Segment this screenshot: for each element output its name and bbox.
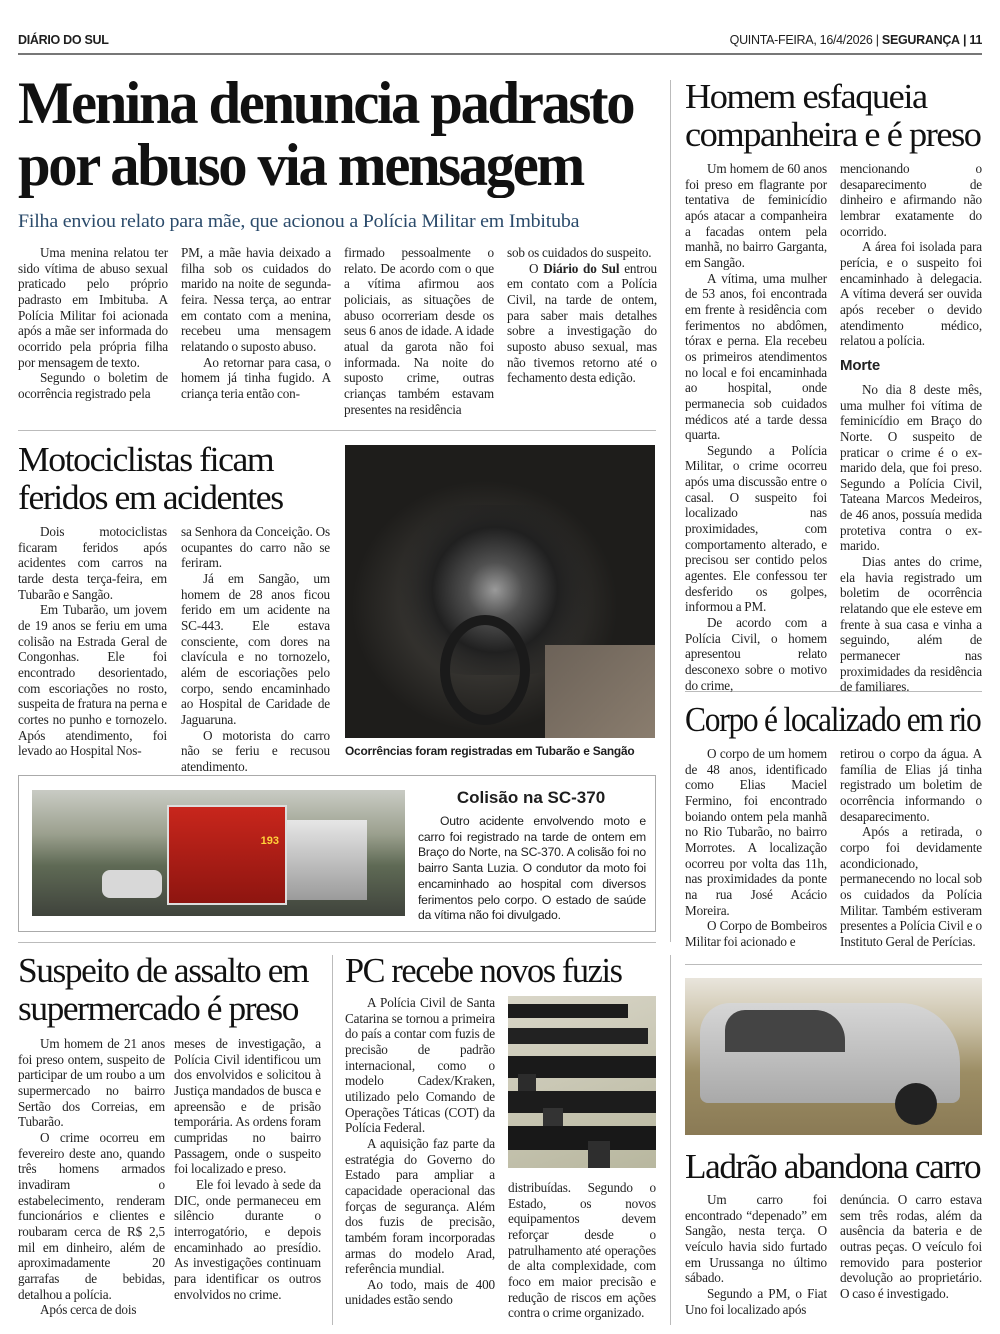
paragraph: Segundo a Polícia Militar, o crime ocorreu após uma discussão entre o casal. O suspeito foi localizado nas proximidades, com comportamento alterado, e precisou ser contido pelos agentes. Ele confessou ter desferido os golpes, informou a PM. (685, 442, 827, 615)
main-headline (18, 72, 633, 196)
text-run: O (529, 260, 544, 276)
headline-line: feridos em acidentes (18, 478, 283, 517)
column-divider (332, 955, 333, 1325)
paragraph: mencionando o desaparecimento de dinheiro e afirmando não lembrar exatamente do ocorrido. (840, 161, 982, 239)
paragraph: denúncia. O carro estava sem três rodas, além da ausência da bateria e de outras peças. O veículo foi removido para posterior devolução ao proprietário. O caso é investigado. (840, 1192, 982, 1301)
article-headline (345, 952, 622, 990)
headline-line: Motociclistas ficam (18, 440, 274, 479)
paragraph: De acordo com a Polícia Civil, o homem apresentou relato desconexo sobre o motivo do crime, (685, 615, 827, 693)
headline-line: Suspeito de assalto em (18, 951, 309, 990)
article-column (344, 245, 494, 417)
stripped-car-photo (685, 978, 982, 1135)
paragraph: Um homem de 21 anos foi preso ontem, suspeito de participar de um roubo a um supermercado no bairro Sertão dos Correias, em Tubarão. (18, 1036, 165, 1130)
paragraph: meses de investigação, a Polícia Civil identificou um dos envolvidos e solicitou à Justiça mandados de busca e apreensão e de prisão temporária. As ordens foram cumpridas no bairro Passagem, onde o suspeito foi localizado e preso. (174, 1036, 321, 1177)
article-column (840, 161, 982, 695)
article-column (181, 524, 330, 775)
rifles-photo (508, 996, 656, 1168)
column-divider (670, 80, 671, 942)
paragraph: Segundo a PM, o Fiat Uno foi localizado após (685, 1285, 827, 1317)
paragraph: Uma menina relatou ter sido vítima de abuso sexual praticado pelo próprio padrasto em Imbituba. A Polícia Militar foi acionada após a mãe ser informada do ocorrido pela própria filha por mensagem de texto. (18, 245, 168, 370)
paragraph: A vítima, uma mulher de 53 anos, foi encontrada em frente à residência com ferimentos no abdômen, tórax e perna. Ela recebeu os primeiros atendimentos no local e foi encaminhada ao hospital, onde permanecia sob cuidados médicos até a tarde dessa quarta. (685, 270, 827, 443)
article-column (174, 1036, 321, 1302)
separator: | (875, 33, 879, 47)
article-column (840, 1192, 982, 1302)
edition-date: QUINTA-FEIRA, 16/4/2026 (729, 33, 873, 47)
paragraph: No dia 8 deste mês, uma mulher foi vítima de feminicídio em Braço do Norte. O suspeito de praticar o crime é o ex-marido dela, que foi preso. Segundo a Polícia Civil, Tateana Marcos Medeiros, de 46 anos, possuía medida protetiva contra o ex-marido. (840, 381, 982, 554)
article-column (685, 1192, 827, 1317)
box-title: Colisão na SC-370 (456, 788, 606, 807)
fire-truck-shape (167, 805, 287, 905)
paragraph: distribuídas. Segundo o Estado, os novos equipamentos devem reforçar desde o patrulhamento até operações de alta complexidade, com foco em maior precisão e redução de riscos em ações contra o crime organizado. (508, 1180, 656, 1321)
article-column (507, 245, 657, 386)
paragraph: A aquisição faz parte da estratégia do Governo do Estado para ampliar a capacidade operacional das forças de segurança. Além dos fuzis de precisão, também foram incorporadas armas do modelo Arad, referência mundial. (345, 1135, 495, 1277)
article-column (18, 524, 167, 759)
section-divider (685, 964, 982, 965)
section-name: SEGURANÇA (881, 33, 960, 47)
paragraph: Dois motociclistas ficaram feridos após acidentes com carros na tarde desta terça-feira, em Tubarão e Sangão. (18, 524, 167, 602)
headline-line: Corpo é localizado em rio (685, 700, 981, 739)
headline-line: por abuso via mensagem (18, 132, 583, 198)
paragraph: Ao retornar para casa, o homem já tinha fugido. A criança teria então con- (181, 354, 331, 401)
paragraph: Ele foi levado à sede da DIC, onde permaneceu em silêncio durante o interrogatório, e depois encaminhado ao presídio. As investigações continuam para identificar os outros envolvidos no crime. (174, 1176, 321, 1302)
header-rule (18, 53, 982, 55)
bold-text: Diário do Sul (543, 260, 620, 276)
article-headline (685, 701, 980, 739)
headline-line: Menina denuncia padrasto (18, 70, 634, 136)
paragraph: Um carro foi encontrado “depenado” em Sangão, nesta terça. O veículo havia sido furtado em Urussanga no último sábado. (685, 1192, 827, 1286)
paragraph: Segundo o boletim de ocorrência registrado pela (18, 370, 168, 401)
article-column (181, 245, 331, 402)
page-info (730, 33, 982, 47)
car-shape (102, 870, 162, 898)
paragraph: Ao todo, mais de 400 unidades estão sendo (345, 1276, 495, 1308)
paragraph: retirou o corpo da água. A família de Elias já tinha registrado um boletim de ocorrência informando o desaparecimento. (840, 746, 982, 824)
article-column (18, 245, 168, 402)
paragraph: Já em Sangão, um homem de 28 anos ficou ferido em um acidente na SC-443. Ele estava consciente, com dores na clavícula e no tornozelo, além de escoriações pelo corpo, sendo encaminhado ao Hospital de Caridade de Jaguaruna. (181, 570, 330, 727)
wheel-shape (895, 1083, 937, 1125)
wheel-shape (440, 615, 530, 725)
article-column (18, 1036, 165, 1318)
article-column (685, 746, 827, 950)
headline-line: supermercado é preso (18, 989, 299, 1028)
rifle-shape (508, 1028, 648, 1044)
motorcycle-accident-photo (345, 445, 655, 738)
photo-caption: Ocorrências foram registradas em Tubarão e Sangão (345, 746, 635, 758)
ground-shape (545, 645, 655, 738)
text-run: entrou em contato com a Polícia Civil, na tarde de ontem, para saber mais detalhes sobre a investigação do suposto abuso sexual, mas não tivemos retorno até o fechamento desta edição. (507, 260, 657, 386)
section-divider (18, 430, 656, 431)
headline-line: Ladrão abandona carro (685, 1147, 981, 1186)
box-text: Outro acidente envolvendo moto e carro foi registrado na tarde de ontem em Braço do Norte, na SC-370. A colisão foi no bairro Santa Luzia. O condutor da moto foi encaminhado ao hospital com diversos ferimentos pelo corpo. O estado de saúde da vítima não foi divulgado. (418, 814, 646, 923)
rifle-shape (508, 1126, 656, 1150)
rifle-grip (588, 1141, 610, 1168)
paragraph: firmado pessoalmente o relato. De acordo com o que a vítima afirmou aos policiais, as situações de abuso ocorreriam desde os seus 6 anos de idade. A idade atual da garota não foi informada. Na noite do suposto crime, outras crianças também estavam presentes na residência (344, 245, 494, 417)
fire-truck-photo (32, 790, 405, 916)
ambulance-shape (287, 820, 367, 900)
paragraph: sa Senhora da Conceição. Os ocupantes do carro não se feriram. (181, 524, 330, 571)
paragraph: Após a retirada, o corpo foi devidamente acondicionado, permanecendo no local sob os cuidados da Polícia Militar. Também estiveram presentes a Polícia Civil e o Instituto Geral de Perícias. (840, 824, 982, 949)
column-divider (670, 955, 671, 1325)
paragraph: A Polícia Civil de Santa Catarina se tornou a primeira do país a contar com fuzis de precisão de padrão internacional, como o modelo Cadex/Kraken, utilizado pelo Comando de Operações Táticas (COT) da Polícia Federal. (345, 995, 495, 1136)
article-column (840, 746, 982, 950)
paragraph: Após cerca de dois (40, 1302, 137, 1318)
headline-line: Homem esfaqueia (685, 77, 927, 116)
article-headline (685, 78, 981, 154)
paragraph: O motorista do carro não se feriu e recusou atendimento. (181, 727, 330, 774)
newspaper-name: DIÁRIO DO SUL (18, 33, 109, 47)
paragraph: sob os cuidados do suspeito. (507, 245, 652, 260)
subtitle: Filha enviou relato para mãe, que acionou a Polícia Militar em Imbituba (18, 211, 580, 232)
rifle-shape (508, 1091, 656, 1113)
paragraph (507, 261, 657, 386)
article-column (508, 1180, 656, 1321)
section-divider (18, 942, 656, 943)
paragraph: O Corpo de Bombeiros Militar foi acionado e (685, 918, 827, 949)
subheading: Morte (840, 356, 881, 374)
headline-line: companheira e é preso (685, 115, 981, 154)
article-headline (18, 952, 308, 1028)
article-column (685, 161, 827, 693)
article-headline (18, 441, 283, 517)
paragraph: Dias antes do crime, ela havia registrado um boletim de ocorrência relatando que ele esteve em frente à sua casa e vinha a seguindo, além de permanecer nas proximidades da residência de familiares. (840, 554, 982, 695)
separator: | (962, 33, 967, 47)
truck-number: 193 (260, 835, 279, 847)
car-window-shape (725, 1010, 845, 1052)
page-number: 11 (969, 33, 982, 47)
paragraph: Em Tubarão, um jovem de 19 anos se feriu em uma colisão na Estrada Geral de Congonhas. Ele foi encontrado desorientado, com escoriações no rosto, suspeita de fratura na perna e cortes no punho e tornozelo. Após atendimento, foi levado ao Hospital Nos- (18, 602, 167, 759)
paragraph: PM, a mãe havia deixado a filha sob os cuidados do marido na noite de segunda-feira. Nessa terça, ao entrar em contato com a menina, recebeu uma mensagem relatando o suposto abuso. (181, 245, 331, 354)
paragraph: A área foi isolada para perícia, e o suspeito foi encaminhado à delegacia. A vítima deverá ser ouvida após receber o devido atendimento médico, relatou a polícia. (840, 239, 982, 349)
article-column (345, 995, 495, 1308)
paragraph: O crime ocorreu em fevereiro deste ano, quando três homens armados invadiram o estabelecimento, renderam funcionários e clientes e roubaram cerca de R$ 2,5 mil em dinheiro, além de aproximadamente 20 garrafas de bebidas, detalhou a polícia. (18, 1129, 165, 1302)
headline-line: PC recebe novos fuzis (345, 951, 622, 990)
article-headline (685, 1148, 980, 1186)
paragraph: Um homem de 60 anos foi preso em flagrante por tentativa de feminicídio após atacar a companheira a facadas ontem pela manhã, no bairro Garganta, em Sangão. (685, 161, 827, 270)
paragraph: O corpo de um homem de 48 anos, identificado como Elias Maciel Fermino, foi encontrado boiando ontem pela manhã no Rio Tubarão, no bairro Morrotes. A localização ocorreu por volta das 11h, nas proximidades da ponte na rua José Acácio Moreira. (685, 746, 827, 918)
rifle-shape (508, 1004, 628, 1018)
